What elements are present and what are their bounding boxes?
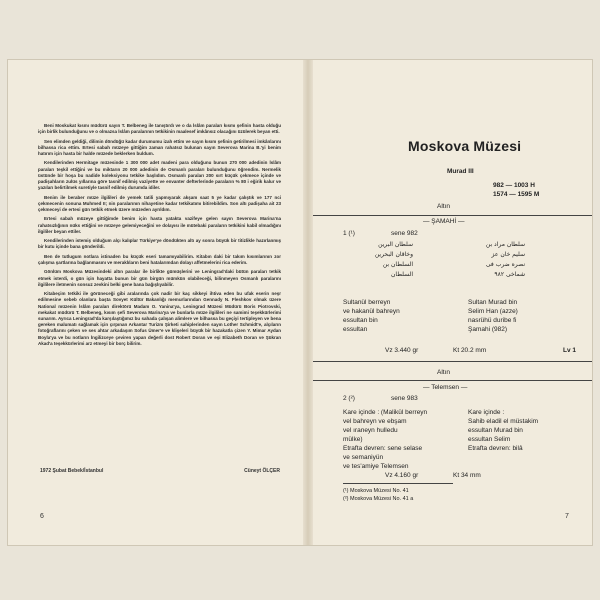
- right-page: [313, 60, 592, 545]
- signature-line: [40, 468, 280, 474]
- legend-line: nasrühü duribe fi: [468, 317, 517, 324]
- legend-line: essultan Selim: [468, 436, 511, 443]
- arabic-legend-left: [353, 240, 413, 280]
- arabic-line: شماخى ٩٨٢: [494, 271, 525, 278]
- arabic-legend-right: [463, 240, 525, 280]
- divider-line: [313, 215, 592, 216]
- ruler-name: Murad III: [447, 168, 474, 175]
- coin-year: sene 982: [391, 230, 418, 237]
- mint-label: — ŞAMAHİ —: [423, 218, 465, 225]
- legend-left: [343, 408, 427, 471]
- legend-line: ve tes'amiye Telemsen: [343, 463, 409, 470]
- coin-number: 2 (²): [343, 395, 355, 402]
- coin-diameter: Kt 20.2 mm: [453, 347, 487, 354]
- legend-line: Sahib eladil el müstakim: [468, 418, 539, 425]
- divider-line: [313, 380, 592, 381]
- left-page-body: [38, 123, 281, 350]
- legend-line: Kare içinde :: [468, 409, 505, 416]
- legend-line: Şamahi (982): [468, 326, 508, 333]
- coin-number: 1 (¹): [343, 230, 355, 237]
- legend-line: Etrafta devren: sene selase: [343, 445, 423, 452]
- metal-label: Altın: [437, 369, 451, 376]
- legend-line: ve semaniyün: [343, 454, 384, 461]
- signature-place-date: 1972 Şubat Bebek/İstanbul: [40, 468, 104, 474]
- left-page: [8, 60, 303, 545]
- legend-line: essultan: [343, 326, 368, 333]
- page-title: Moskova Müzesi: [408, 138, 522, 154]
- paragraph: Sen elimden geldiği, dilimin döndüğü kadar durumumu izah ettim ve sayın kısım şefinin getirilmesi imkânlarını bilhassa rica ettim. Ertesi sabah müzeye gittiğim zaman rahatsız bulunan sayın Severova Marina B.'yi benim hatırım için hasta bir halde müzede beklerken buldum.: [38, 138, 281, 156]
- legend-line: Kare içinde : (Malikül berreyn: [343, 409, 428, 416]
- book-spread: [8, 60, 592, 545]
- paragraph: Kendilerinden Hermitage müzesinde 1 300 000 adet madeni para olduğunu bunun 270 000 adedinin İslâm paraları teşkil ettiğini ve bu miktarın 20 000 adedinin de Osmanlı paraları bulunduğunu öğrendim. Nermelik üstünde bir hoşa bu nadide koleksiyonu tetkike başlıdım. Osmanlı paraları 200 sırt küçük çekmece içinde ve padişahların zulüs yıllarına göre tasnif edilmiş vaziyette ve envanter defterlerinde paraların % 80 i eğirik kalur ve yazıları belirtilmek suretiyle tasnif edilmiş durumda idiler.: [38, 160, 281, 191]
- legend-line: vel bahreyn ve ebşam: [343, 418, 407, 425]
- arabic-line: السلطان بن: [382, 261, 413, 268]
- footnote-divider: [343, 483, 453, 484]
- coin-code: Lv 1: [563, 347, 577, 354]
- paragraph: Kitabeçim tetkiki ile görüneceği gibi aralarında çok nadir bir kaç sikkeyi ihtiva eden bu ufak eserin neşr edilmesine sebeb olanlara başta Sovyet Kültür Bakanlığı memurlarından Gennady N. Fleshkov olmak üzere National müzenin İslâm paraları direktörü Madam O. Yanina'ya, Leningrad Müzesi Müdürü Boris Piotrovski, mekakat müdürü T. Belbeneg, kısım şefi Severova Marina'ya ve bunlarla müze ilgilileri ne samimi teşekkürlerimi sunarım. Ayrıca Leningrad'da karşılaştığımız bu sahada çalışan alimlere ve bilhassa bu geçiyi tertipleyen ve bena gereken malumatı sağlamak için çırpınan Arkantar Turizm Şirketi sahiplerinden sayın Lother Schmidt'e, alçıların fotoğraflarını çeken ve ses ahtar arkadaşım Sofus Ümer'e ve klişeleri büyük bir hazakatla çizen Y. Mimar Aydan Boyla'ya ve bu notların İngilizceye çeviren yapan değerli dost Robert Doran ve eşi Elizabeth Doran ve Şükran Akad'a teşekkürlerimi arz etmeyi bir borç bilirim.: [38, 291, 281, 346]
- book-gutter: [303, 60, 313, 545]
- metal-label: Altın: [437, 203, 451, 210]
- arabic-line: سلطان البرين: [378, 241, 413, 248]
- arabic-line: نصره ضرب فى: [485, 261, 525, 268]
- footnote: (²) Moskova Müzesi No. 41 a: [343, 496, 414, 502]
- coin-weight: Vz 4.160 gr: [385, 472, 419, 479]
- divider-line: [313, 361, 592, 362]
- latin-legend-left: [343, 298, 400, 334]
- latin-legend-right: [468, 298, 518, 334]
- paragraph: Gönlüm Moskova Müzesindeki altın paralar ile birlikte gümüşlerini ve Leningrad'daki bütün paraları tetkik etmek isterdi, o gün için hayatta bunun bir gün birgün mümkün olabileceği, bilinmeyen Osmanlı paralarını ilgililere iletmenin sonsuz zevkini belki gene bana bağışlıyabilir.: [38, 269, 281, 287]
- paragraph: Ben de tutlugum notlara istinaden bu küçük eseri tamamıyabilirim. Kitabın daki bir takım kısımlarının zor çalışma şartlarına bağlanmasını ve meraklıların beni hatalarımdan dolayı affetmelerini rica ederim.: [38, 253, 281, 265]
- gregorian-dates: 1574 — 1595 M: [493, 191, 540, 198]
- arabic-line: السلطان: [391, 271, 413, 278]
- hijri-dates: 982 — 1003 H: [493, 182, 535, 189]
- coin-diameter: Kt 34 mm: [453, 472, 481, 479]
- arabic-line: وخاقان البحرين: [374, 251, 413, 258]
- legend-line: essultan Murad bin: [468, 427, 523, 434]
- legend-line: ve hakanül bahreyn: [343, 308, 400, 315]
- footnote: (¹) Moskova Müzesi No. 41: [343, 488, 409, 494]
- signature-author: Cüneyt ÖLÇER: [244, 468, 280, 474]
- legend-line: Etrafta devren: bilâ: [468, 445, 523, 452]
- page-number-right: 7: [565, 513, 569, 520]
- paragraph: Beni Moskukat kısmı müdürü sayın T. Belbeneg ile tanıştırdı ve o da İslâm paraları kısmı şefinin hasta olduğu için birlik bulunduğunu ve o olmazsa İslâm paralarının tetkikinin maalesef imkânsız olacağını üzülerek beyan etti.: [38, 123, 281, 135]
- legend-line: mülke): [343, 436, 363, 443]
- legend-line: Sultanül berreyn: [343, 299, 391, 306]
- legend-line: Selim Han (azze): [468, 308, 518, 315]
- paragraph: Benim ile beraber müze ilgilileri de yemek tatili yapmıyarak akşam saat 5 ye kadar çalıştık ve 177 nci çekmecenin sonuna Muhmed II; nin paralarının nihayetine kadar tetkikatımı bitirebildim. Son altı padişaha ait 23 çekmeceyi de ertesi gün tetkik etmek üzere müzeden ayrıldım.: [38, 194, 281, 212]
- coin-weight: Vz 3.440 gr: [385, 347, 419, 354]
- paragraph: Kendilerinden istemiş olduğum alçı kalıplar Türkiye'ye döndükten altı ay sonra büyük bir titizlikle hazırlanmış bir kutu içinde bana gönderildi.: [38, 238, 281, 250]
- page-number-left: 6: [40, 513, 44, 520]
- mint-label: — Telemsen —: [423, 384, 468, 391]
- arabic-line: سلطان مراد بن: [485, 241, 525, 248]
- paragraph: Ertesi sabah müzeye gittiğimde benim için hasta yatakta vazifeye gelen sayın Severova Marina'na rahatsızlığının nüks ettiğini ve müzeye gelemiyeceğini ve dolayısı ile mütebaki paraların tetkikini kabil olmadığını ilgililer beyan ettiler.: [38, 216, 281, 234]
- legend-line: vel ıraneyn hulledu: [343, 427, 398, 434]
- coin-year: sene 983: [391, 395, 418, 402]
- legend-line: essultan bin: [343, 317, 378, 324]
- legend-line: Sultan Murad bin: [468, 299, 518, 306]
- arabic-line: سليم خان عز: [491, 251, 525, 258]
- legend-right: [468, 408, 538, 453]
